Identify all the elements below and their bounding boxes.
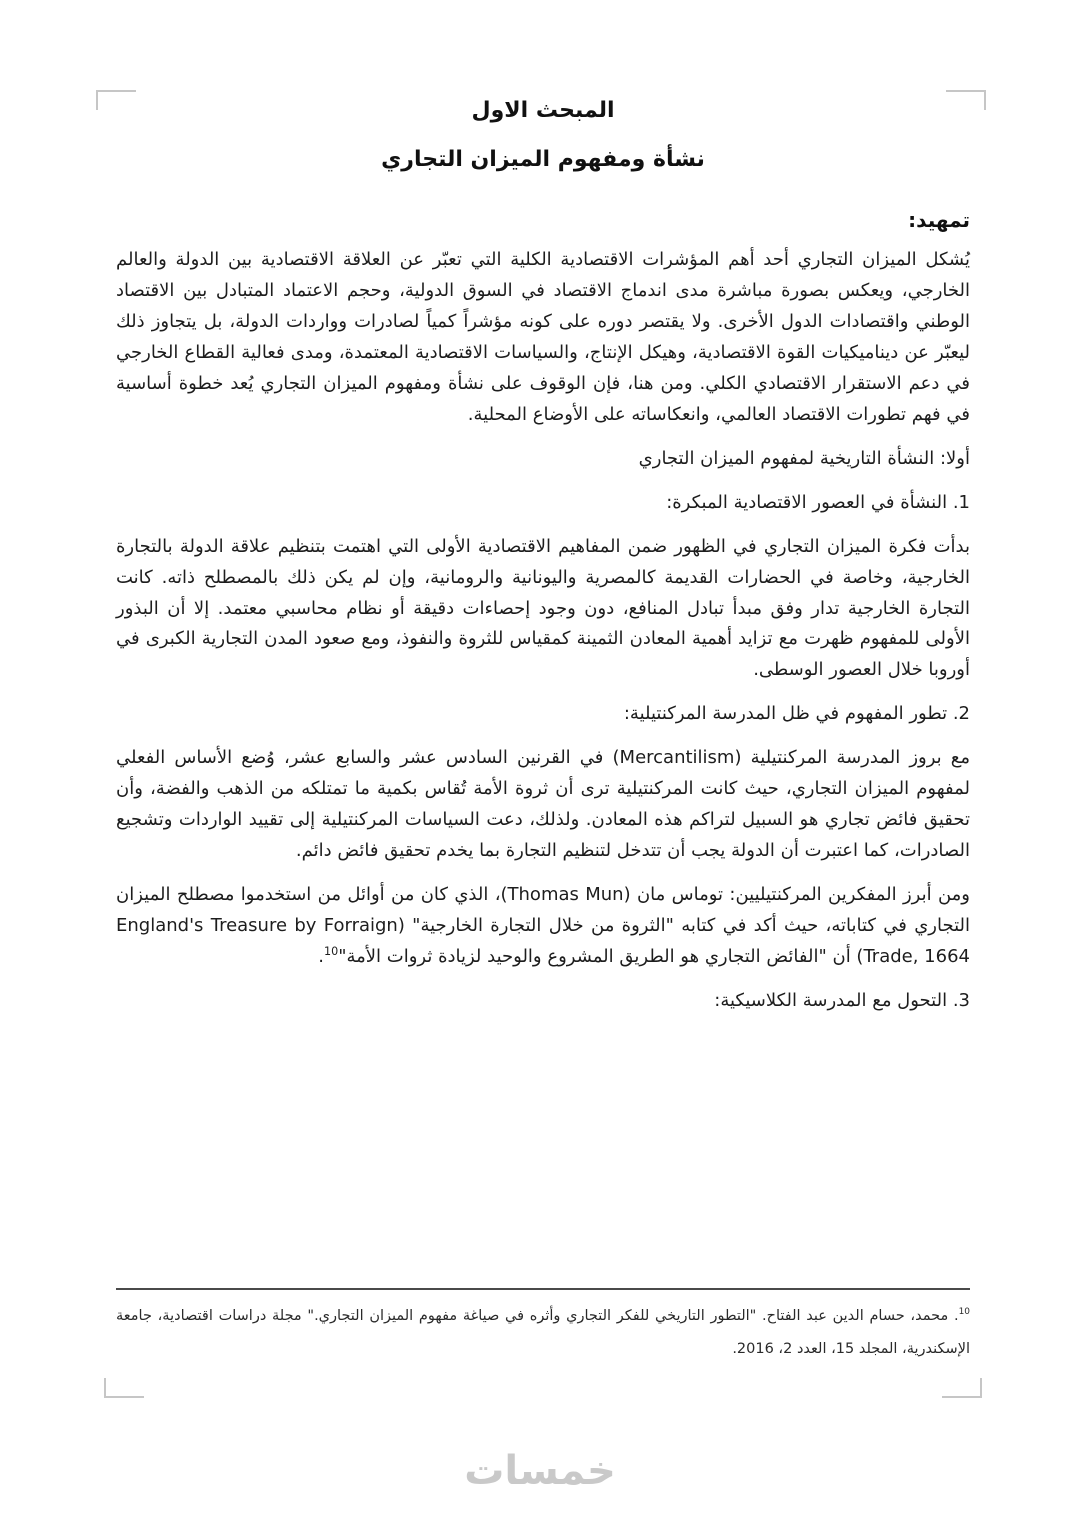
subsection-2-heading: 2. تطور المفهوم في ظل المدرسة المركنتيلية: [623, 703, 970, 725]
crop-mark-bottom-left [104, 1378, 144, 1398]
paragraph-mercantilism: مع بروز المدرسة المركنتيلية (Mercantilism) في القرنين السادس عشر والسابع عشر، وُضع الأساس الفعلي لمفهوم الميزان التجاري، حيث كانت المركنتيلية ترى أن ثروة الأمة تُقاس بكمية ما تمتلكه من الذهب والفضة، وأن تحقيق فائض تجاري هو السبيل لتراكم هذه المعادن. ولذلك، دعت السياسات المركنتيلية إلى تقييد الواردات وتشجيع الصادرات، كما اعتبرت أن الدولة يجب أن تتدخل لتنظيم التجارة بما يخدم تحقيق فائض دائم. [116, 747, 971, 862]
footnote-reference: 10 [324, 945, 339, 959]
subsection-3-heading: 3. التحول مع المدرسة الكلاسيكية: [714, 990, 970, 1012]
paragraph-early-eras: بدأت فكرة الميزان التجاري في الظهور ضمن المفاهيم الاقتصادية الأولى التي اهتمت بتنظيم علاقة الدولة بالتجارة الخارجية، وخاصة في الحضارات القديمة كالمصرية واليونانية والرومانية، وإن لم يكن ذلك بالمصطلح ذاته. كانت التجارة الخارجية تدار وفق مبدأ تبادل المنافع، دون وجود إحصاءات دقيقة أو نظام محاسبي معتمد. إلا أن البذور الأولى للمفهوم ظهرت مع تزايد أهمية المعادن الثمينة كمقياس للثروة والنفوذ، ومع صعود المدن التجارية الكبرى في أوروبا خلال العصور الوسطى. [116, 535, 970, 681]
chapter-title: المبحث الاول [471, 98, 615, 123]
crop-mark-top-right [946, 90, 986, 110]
crop-mark-bottom-right [942, 1378, 982, 1398]
paragraph-thomas-mun [116, 880, 970, 973]
footnote-marker: 10 [958, 1307, 970, 1318]
paragraph-thomas-mun-tail: . [318, 946, 324, 968]
crop-mark-top-left [96, 90, 136, 110]
footnote-section [116, 1288, 970, 1365]
paragraph-intro: يُشكل الميزان التجاري أحد أهم المؤشرات الاقتصادية الكلية التي تعبّر عن العلاقة الاقتصادية بين الدولة والعالم الخارجي، ويعكس بصورة مباشرة مدى اندماج الاقتصاد في السوق الدولية، وحجم الاعتماد المتبادل بين الاقتصاد الوطني واقتصادات الدول الأخرى. ولا يقتصر دوره على كونه مؤشراً كمياً لصادرات وواردات الدولة، بل يتجاوز ذلك ليعبّر عن ديناميكيات القوة الاقتصادية، وهيكل الإنتاج، والسياسات الاقتصادية المعتمدة، ومدى فعالية القطاع الخارجي في دعم الاستقرار الاقتصادي الكلي. ومن هنا، فإن الوقوف على نشأة ومفهوم الميزان التجاري يُعد خطوة أساسية في فهم تطورات الاقتصاد العالمي، وانعكاساته على الأوضاع المحلية. [116, 249, 970, 425]
footnote-text [116, 1300, 970, 1365]
footnote-body: . محمد، حسام الدين عبد الفتاح. "التطور التاريخي للفكر التجاري وأثره في صياغة مفهوم الميزان التجاري." مجلة دراسات اقتصادية، جامعة الإسكندرية، المجلد 15، العدد 2، 2016. [116, 1308, 970, 1357]
section-heading-historical-origin: أولا: النشأة التاريخية لمفهوم الميزان التجاري [638, 447, 970, 469]
preface-heading: تمهيد: [908, 208, 970, 232]
paragraph-thomas-mun-text: ومن أبرز المفكرين المركنتيليين: توماس مان (Thomas Mun)، الذي كان من أوائل من استخدموا مصطلح الميزان التجاري في كتاباته، حيث أكد في كتابه "الثروة من خلال التجارة الخارجية" (England's Treasure by Forraign Trade, 1664) أن "الفائض التجاري هو الطريق المشروع والوحيد لزيادة ثروات الأمة" [116, 884, 971, 968]
khamsat-watermark-logo: خمسات [464, 1448, 616, 1494]
chapter-subtitle: نشأة ومفهوم الميزان التجاري [381, 147, 705, 172]
subsection-1-heading: 1. النشأة في العصور الاقتصادية المبكرة: [666, 491, 970, 513]
